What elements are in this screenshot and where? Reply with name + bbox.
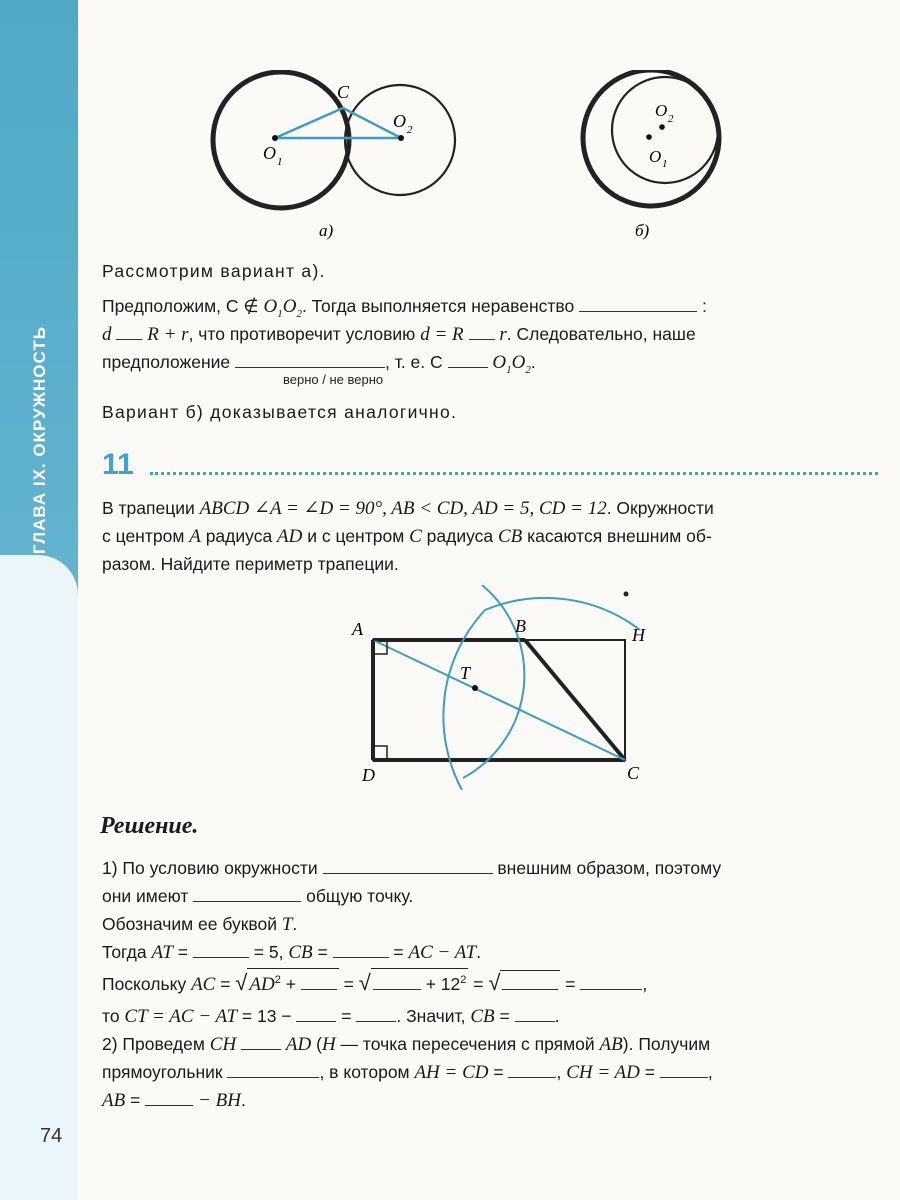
var-cb: CB: [470, 1006, 495, 1027]
blank-ab[interactable]: [145, 1087, 193, 1106]
variant-b-note: Вариант б) доказывается аналогично.: [102, 402, 458, 422]
label-c: C: [627, 763, 640, 783]
text: и с центром: [302, 526, 410, 546]
sqrt-icon: √: [235, 969, 248, 995]
var-ab: AB: [599, 1034, 623, 1055]
var-t: T: [281, 914, 293, 935]
blank-verdict[interactable]: [235, 349, 385, 368]
label-o2-sub: 2: [407, 124, 413, 136]
sqrt-icon: √: [358, 969, 371, 995]
proof-line-3: предположение , т. е. C $O_1O_2$.: [102, 348, 882, 384]
blank-sign-2[interactable]: [469, 321, 495, 340]
text: прямоугольник: [102, 1062, 223, 1082]
label-b: B: [515, 616, 526, 636]
sidebar-notch: [0, 555, 78, 1200]
task-line-2: [102, 522, 882, 551]
blank-ch[interactable]: [660, 1059, 708, 1078]
var-h: H: [321, 1034, 336, 1055]
blank-ac[interactable]: [580, 971, 642, 990]
text: ). Получим: [622, 1034, 711, 1054]
blank-at[interactable]: [193, 939, 249, 958]
blank-ct[interactable]: [356, 1003, 396, 1022]
stray-dot: [624, 592, 629, 597]
proof-intro: Рассмотрим вариант а).: [102, 261, 326, 281]
blank-sum[interactable]: [502, 971, 558, 990]
text: предположение: [102, 352, 231, 372]
figure-b-internal-circles: [565, 70, 745, 250]
point-o2: [398, 135, 404, 141]
caption-b: б): [635, 221, 650, 240]
solution-line-8: прямоугольник , в котором AH = CD = , CH = AD = ,: [102, 1058, 882, 1087]
label-o2: O: [393, 111, 406, 131]
text: . Окружности: [606, 498, 714, 518]
sqrt-icon: √: [488, 969, 501, 995]
figure-a-intersecting-circles: [195, 70, 475, 250]
var: A: [189, 526, 201, 547]
text: . Тогда выполняется неравенство: [301, 296, 575, 316]
radicand-1: $AD^2$ +: [247, 968, 338, 996]
point-t: [472, 685, 478, 691]
label-o1: O: [649, 147, 662, 166]
text: = 13 −: [237, 1006, 292, 1026]
blank-inequality[interactable]: [579, 293, 697, 312]
label-o2-sub: 2: [668, 113, 674, 125]
point-o2: [659, 124, 665, 130]
expr-r-plus-r: R + r: [147, 324, 189, 345]
text: Поскольку: [102, 973, 192, 994]
blank-circles-relation[interactable]: [323, 855, 493, 874]
text: , т. е. C: [385, 352, 443, 372]
expr-ct: CT = AC − AT: [124, 1006, 238, 1027]
text: радиуса: [200, 526, 278, 546]
var: CB: [498, 526, 523, 547]
blank-cb[interactable]: [333, 939, 389, 958]
expr-ch-ad: CH = AD: [566, 1062, 640, 1083]
text: — точка пересечения с прямой: [335, 1034, 600, 1054]
label-o1: O: [263, 143, 276, 163]
task-number: 11: [102, 448, 134, 481]
var-at: AT: [151, 942, 173, 963]
label-a: A: [352, 619, 363, 639]
text: то: [102, 1006, 125, 1026]
blank-sign-1[interactable]: [116, 321, 142, 340]
text: общую точку.: [306, 886, 414, 906]
solution-line-3: Обозначим ее буквой T.: [102, 914, 298, 935]
var-ad: AD: [285, 1034, 312, 1055]
solution-line-6: то CT = AC − AT = 13 − = . Значит, CB = .: [102, 1002, 882, 1031]
side-bc: [525, 640, 625, 760]
solution-line-1: [102, 854, 882, 882]
text: касаются внешним об-: [522, 526, 712, 546]
expr-ac-minus-at: AC − AT: [408, 942, 477, 963]
right-angle-d: [373, 746, 387, 760]
label-o1-sub: 1: [662, 158, 668, 170]
var-r: r: [499, 324, 507, 345]
blank-relation[interactable]: [448, 349, 488, 368]
expr-ah-cd: AH = CD: [414, 1062, 489, 1083]
label-c: C: [337, 82, 350, 102]
text: Предположим, C ∉: [102, 296, 264, 316]
caption-a: а): [319, 221, 334, 240]
proof-line-1: Предположим, C ∉ $O_1O_2$. Тогда выполняется неравенство :: [102, 292, 882, 328]
blank-ah[interactable]: [508, 1059, 556, 1078]
point-o1: [646, 134, 652, 140]
var-ac: AC: [191, 973, 216, 995]
solution-line-5: Поскольку AC = √ $AD^2$ + = √ + $12^2$ = √ = ,: [102, 969, 648, 995]
task-divider: [150, 472, 878, 475]
page-number: 74: [40, 1125, 63, 1147]
var-ab: AB: [102, 1090, 126, 1111]
task-line-3: разом. Найдите периметр трапеции.: [102, 554, 399, 574]
text: 2) Проведем: [102, 1034, 210, 1054]
text: . Следовательно, наше: [506, 324, 696, 344]
var-d: d: [102, 324, 112, 345]
blank-ad-squared[interactable]: [373, 971, 421, 990]
label-t: T: [460, 663, 471, 683]
blank-common-point[interactable]: [193, 883, 301, 902]
blank-cd-squared[interactable]: [301, 971, 337, 990]
point-o1: [272, 135, 278, 141]
text: + 12: [425, 973, 461, 994]
blank-perpendicular[interactable]: [241, 1031, 281, 1050]
solution-line-7: 2) Проведем CH AD (H — точка пересечения с прямой AB). Получим: [102, 1030, 882, 1059]
label-d: D: [362, 765, 375, 785]
label-o1-sub: 1: [277, 156, 283, 168]
blank-cb-value[interactable]: [515, 1003, 555, 1022]
trapezoid-figure: [340, 585, 680, 790]
text: Тогда: [102, 942, 152, 962]
text: 1) По условию окружности: [102, 858, 318, 878]
solution-heading: Решение.: [100, 813, 199, 839]
var-ad: AD: [249, 973, 275, 995]
o1o2: $O_1O_2$: [263, 296, 302, 320]
task-conditions: ABCD ∠A = ∠D = 90°, AB < CD, AD = 5, CD = 12: [199, 498, 607, 519]
text: = 5,: [253, 942, 289, 962]
o1o2: $O_1O_2$: [492, 352, 531, 376]
arc-center-a: [463, 585, 524, 778]
text: они имеют: [102, 886, 189, 906]
text: В трапеции: [102, 498, 200, 518]
var: C: [409, 526, 422, 547]
var-cb: CB: [288, 942, 313, 963]
var-ch: CH: [209, 1034, 237, 1055]
chapter-title: ГЛАВА IX. ОКРУЖНОСТЬ: [30, 326, 49, 554]
solution-line-2: [102, 882, 882, 910]
proof-line-2: [102, 320, 882, 349]
circle-o1: [213, 72, 349, 208]
text: Обозначим ее буквой: [102, 914, 282, 934]
blank-at-value[interactable]: [296, 1003, 336, 1022]
var: AD: [277, 526, 303, 547]
hint-true-false: верно / не верно: [283, 372, 384, 387]
expr-d-eq-r: d = R: [420, 324, 464, 345]
text: . Значит,: [396, 1006, 471, 1026]
diagonal-ac: [373, 640, 625, 760]
text: , что противоречит условию: [188, 324, 416, 344]
text: , в котором: [319, 1062, 415, 1082]
label-o2: O: [655, 101, 668, 120]
text: радиуса: [421, 526, 498, 546]
expr-minus-bh: − BH: [198, 1090, 241, 1111]
task-line-1: [102, 494, 882, 523]
blank-rectangle[interactable]: [227, 1059, 319, 1078]
text: внешним образом, поэтому: [497, 858, 722, 878]
radicand-2: + $12^2$: [371, 968, 469, 995]
radicand-3: [500, 970, 560, 995]
text: с центром: [102, 526, 190, 546]
triangle-o1-c-o2: [275, 108, 401, 138]
label-h: H: [632, 625, 645, 645]
solution-line-9: AB = − BH.: [102, 1086, 882, 1115]
solution-line-4: Тогда AT = = 5, CB = = AC − AT.: [102, 938, 882, 967]
